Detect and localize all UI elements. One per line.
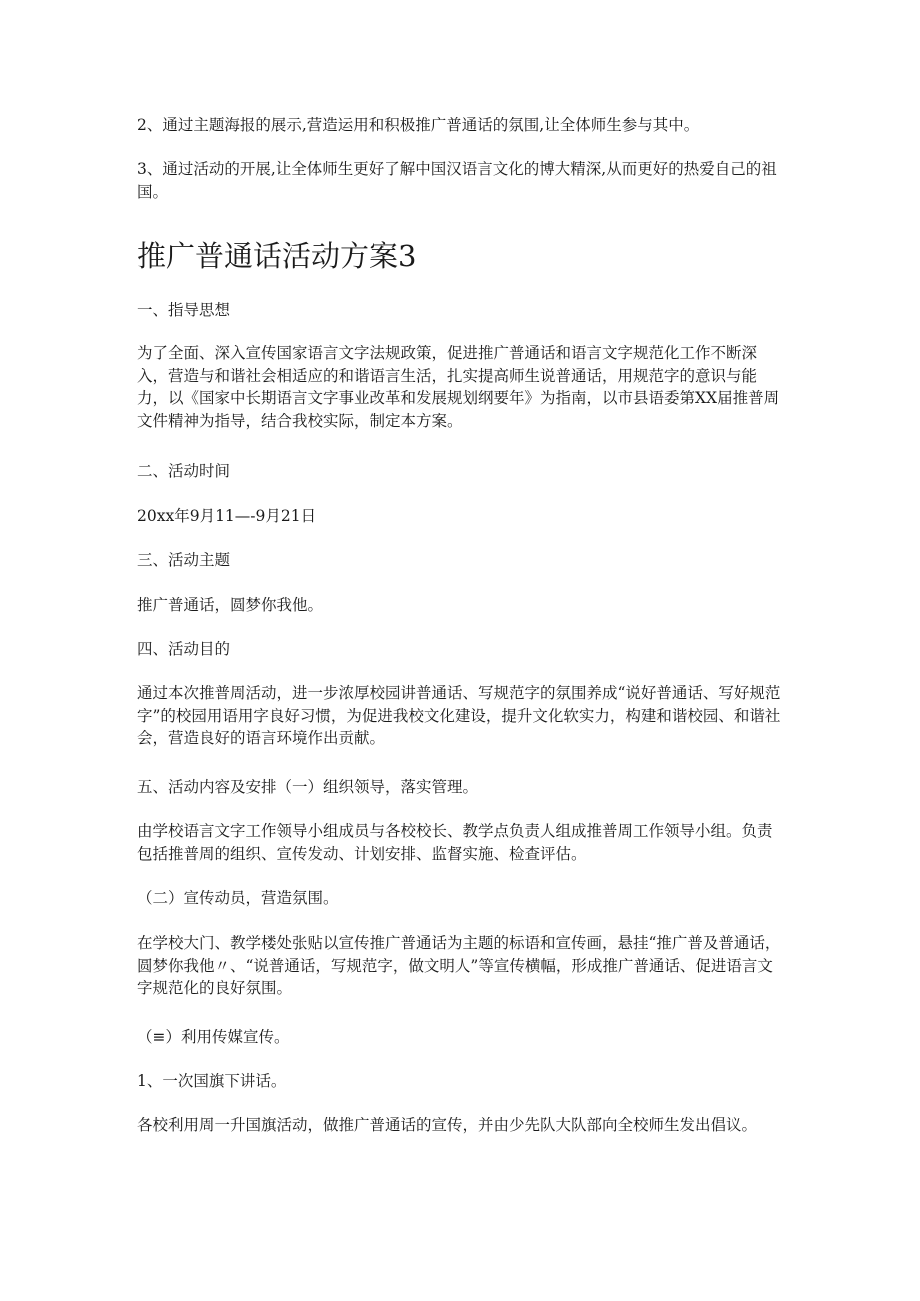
paragraph-flag-speech: 各校利用周一升国旗活动，做推广普通话的宣传，并由少先队大队部向全校师生发出倡议。 (137, 1116, 758, 1134)
paragraph-publicity: 在学校大门、教学楼处张贴以宣传推广普通话为主题的标语和宣传画，悬挂“推广普及普通话，圆梦你我他〃、“说普通话，写规范字，做文明人”等宣传横幅，形成推广普通话、促进语言文字规范化的良好氛围。 (137, 934, 781, 997)
intro-paragraph-2: 3、通过活动的开展,让全体师生更好了解中国汉语言文化的博大精深,从而更好的热爱自己的祖国。 (137, 160, 777, 201)
heading-activity-content: 五、活动内容及安排（一）组织领导，落实管理。 (137, 778, 479, 796)
section-title: 推广普通话活动方案3 (137, 239, 417, 273)
paragraph-activity-time: 20xx年9月11—-9月21日 (137, 507, 317, 525)
heading-guiding-ideology: 一、指导思想 (137, 301, 231, 319)
heading-activity-theme: 三、活动主题 (137, 551, 231, 569)
intro-paragraph-1: 2、通过主题海报的展示,营造运用和积极推广普通话的氛围,让全体师生参与其中。 (137, 116, 700, 134)
heading-activity-time: 二、活动时间 (137, 462, 231, 480)
heading-publicity: （二）宣传动员，营造氛围。 (137, 889, 339, 907)
paragraph-guiding-ideology: 为了全面、深入宣传国家语言文字法规政策，促进推广普通话和语言文字规范化工作不断深入，营造与和谐社会相适应的和谐语言生活，扎实提高师生说普通话，用规范字的意识与能力，以《国家中长期语言文字事业改革和发展规划纲要年》为指南，以市县语委第XX届推普周文件精神为指导，结合我校实际，制定本方案。 (137, 344, 780, 430)
paragraph-activity-purpose: 通过本次推普周活动，进一步浓厚校园讲普通话、写规范字的氛围养成“说好普通话、写好规范字”的校园用语用字良好习惯，为促进我校文化建设，提升文化软实力，构建和谐校园、和谐社会，营造良好的语言环境作出贡献。 (137, 684, 781, 747)
paragraph-activity-theme: 推广普通话，圆梦你我他。 (137, 596, 324, 614)
heading-activity-purpose: 四、活动目的 (137, 640, 231, 658)
paragraph-organization: 由学校语言文字工作领导小组成员与各校校长、教学点负责人组成推普周工作领导小组。负责包括推普周的组织、宣传发动、计划安排、监督实施、检查评估。 (137, 822, 773, 863)
heading-media: （≡）利用传媒宣传。 (137, 1028, 290, 1046)
heading-flag-speech: 1、一次国旗下讲话。 (137, 1072, 287, 1090)
